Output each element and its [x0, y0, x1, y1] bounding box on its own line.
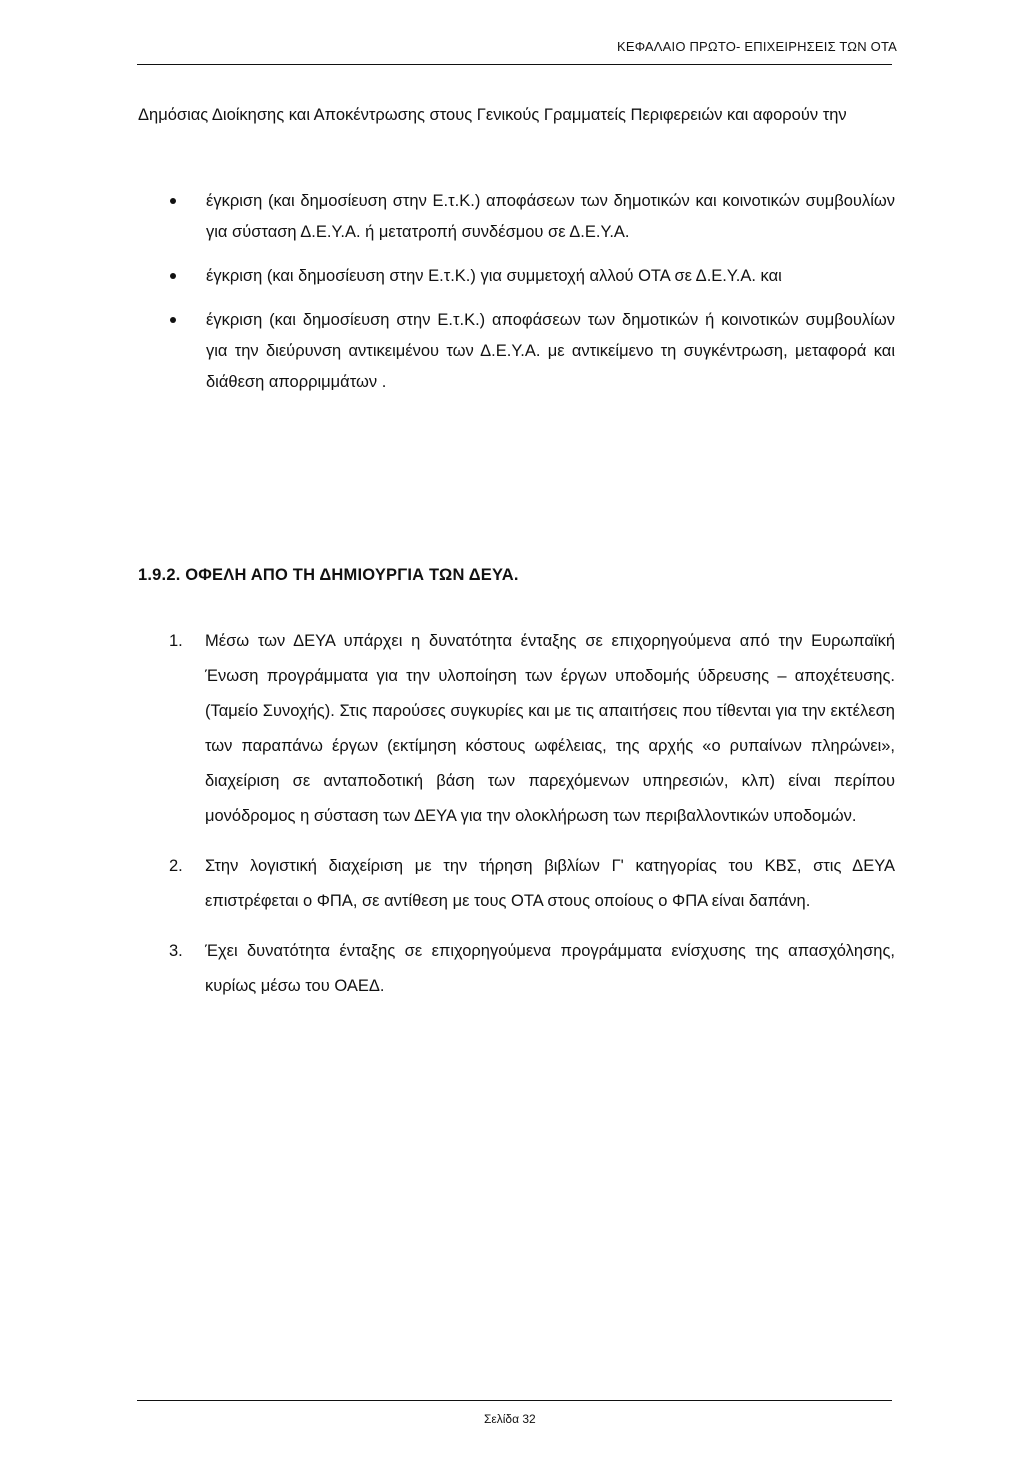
item-number: 2.	[169, 857, 183, 875]
item-number: 3.	[169, 942, 183, 960]
item-text: Μέσω των ΔΕΥΑ υπάρχει η δυνατότητα ένταξης σε επιχορηγούμενα από την Ευρωπαϊκή Ένωση προγράμματα για την υλοποίηση των έργων υποδομής ύδρευσης – αποχέτευσης. (Ταμείο Συνοχής). Στις παρούσες συγκυρίες και με τις απαιτήσεις που τίθενται για την εκτέλεση των παραπάνω έργων (εκτίμηση κόστους ωφέλειας, της αρχής «ο ρυπαίνων πληρώνει», διαχείριση σε ανταποδοτική βάση των παρεχόμενων υπηρεσιών, κλπ) είναι περίπου μονόδρομος η σύσταση των ΔΕΥΑ για την ολοκλήρωση των περιβαλλοντικών υποδομών.	[205, 632, 895, 825]
item-text: Έχει δυνατότητα ένταξης σε επιχορηγούμενα προγράμματα ενίσχυσης της απασχόλησης, κυρίως μέσω του ΟΑΕΔ.	[205, 942, 895, 995]
section-heading: 1.9.2. ΟΦΕΛΗ ΑΠΟ ΤΗ ΔΗΜΙΟΥΡΓΙΑ ΤΩΝ ΔΕΥΑ.	[138, 566, 519, 584]
bullet-item	[165, 261, 895, 292]
numbered-item	[165, 849, 895, 919]
benefits-numbered-list	[165, 624, 895, 1019]
running-header: ΚΕΦΑΛΑΙΟ ΠΡΩΤΟ- ΕΠΙΧΕΙΡΗΣΕΙΣ ΤΩΝ ΟΤΑ	[616, 39, 897, 54]
bullet-text: έγκριση (και δημοσίευση στην Ε.τ.Κ.) αποφάσεων των δημοτικών και κοινοτικών συμβουλίων για σύσταση Δ.Ε.Υ.Α. ή μετατροπή συνδέσμου σε Δ.Ε.Υ.Α.	[206, 192, 895, 241]
page-number: Σελίδα 32	[484, 1412, 536, 1426]
item-number: 1.	[169, 632, 183, 650]
approval-bullet-list	[165, 186, 895, 411]
bullet-text: έγκριση (και δημοσίευση στην Ε.τ.Κ.) αποφάσεων των δημοτικών ή κοινοτικών συμβουλίων για την διεύρυνση αντικειμένου των Δ.Ε.Υ.Α. με αντικείμενο τη συγκέντρωση, μεταφορά και διάθεση απορριμμάτων .	[206, 311, 895, 391]
item-text: Στην λογιστική διαχείριση με την τήρηση βιβλίων Γ' κατηγορίας του ΚΒΣ, στις ΔΕΥΑ επιστρέφεται ο ΦΠΑ, σε αντίθεση με τους ΟΤΑ στους οποίους ο ΦΠΑ είναι δαπάνη.	[205, 857, 895, 910]
bullet-dot-icon	[170, 273, 176, 279]
header-divider	[137, 64, 892, 65]
bullet-item	[165, 305, 895, 398]
bullet-dot-icon	[170, 198, 176, 204]
bullet-item	[165, 186, 895, 248]
footer-divider	[137, 1400, 892, 1401]
numbered-item	[165, 934, 895, 1004]
bullet-text: έγκριση (και δημοσίευση στην Ε.τ.Κ.) για συμμετοχή αλλού ΟΤΑ σε Δ.Ε.Υ.Α. και	[206, 267, 782, 285]
bullet-dot-icon	[170, 317, 176, 323]
numbered-item	[165, 624, 895, 834]
intro-paragraph: Δημόσιας Διοίκησης και Αποκέντρωσης στους Γενικούς Γραμματείς Περιφερειών και αφορούν την	[138, 106, 847, 124]
